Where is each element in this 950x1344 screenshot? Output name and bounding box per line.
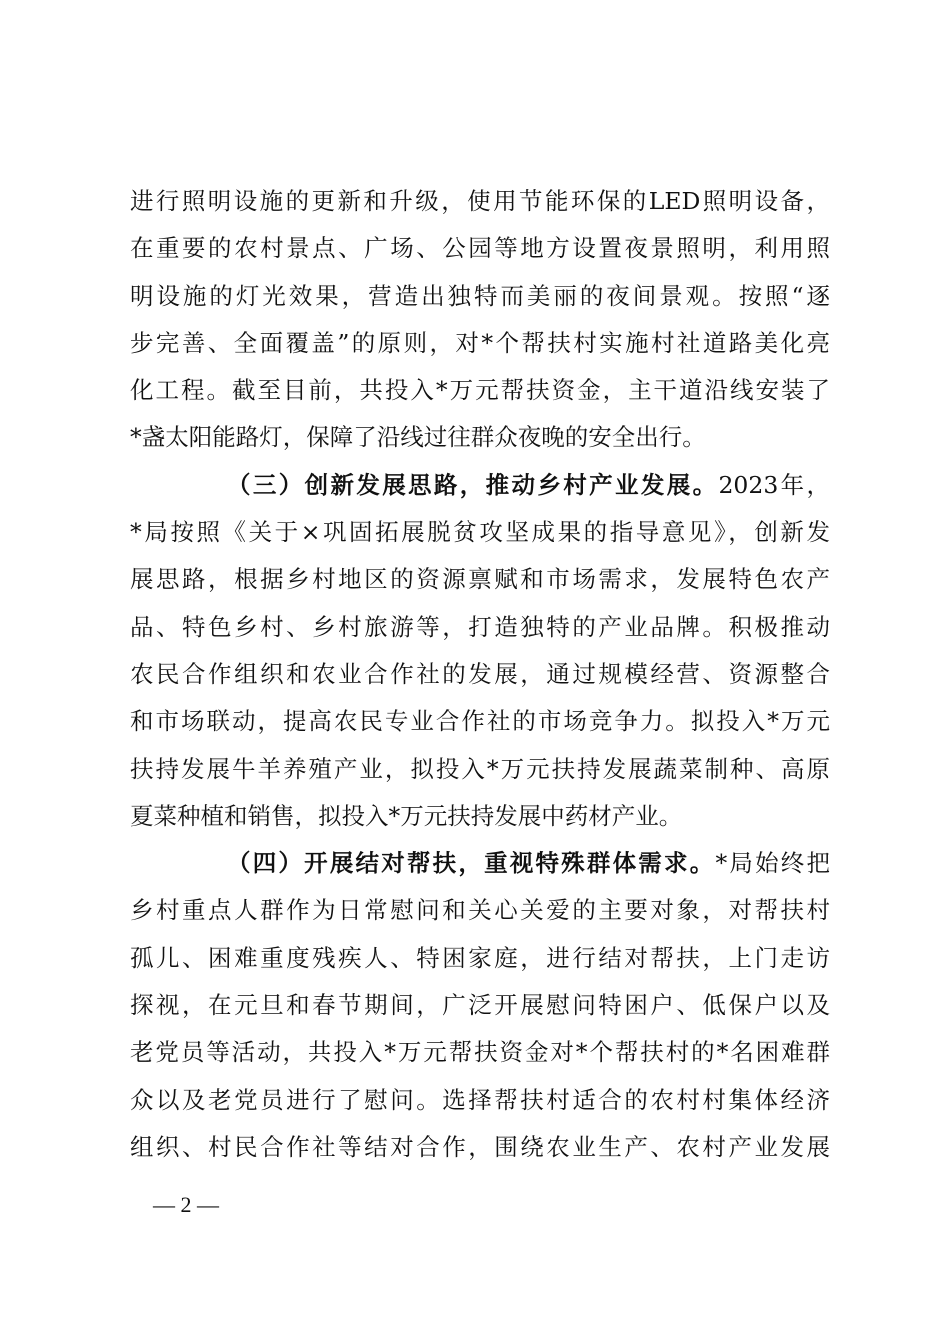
text-line: 品、特色乡村、乡村旅游等，打造独特的产业品牌。积极推动 bbox=[130, 612, 830, 641]
page-number: — 2 — bbox=[153, 1192, 219, 1217]
paragraph-first-line bbox=[130, 462, 830, 509]
text-line: *盏太阳能路灯，保障了沿线过往群众夜晚的安全出行。 bbox=[130, 423, 706, 452]
text-line: 进行照明设施的更新和升级，使用节能环保的LED照明设备， bbox=[130, 187, 830, 215]
document-body bbox=[130, 178, 830, 1171]
text-line: *局按照《关于×巩固拓展脱贫攻坚成果的指导意见》，创新发 bbox=[130, 518, 830, 547]
text-line: 组织、村民合作社等结对合作，围绕农业生产、农村产业发展 bbox=[130, 1132, 830, 1161]
text-run: *局始终把 bbox=[715, 849, 830, 878]
text-line: 在重要的农村景点、广场、公园等地方设置夜景照明，利用照 bbox=[130, 234, 830, 263]
text-line: 夏菜种植和销售，拟投入*万元扶持发展中药材产业。 bbox=[130, 801, 683, 830]
text-line: 众以及老党员进行了慰问。选择帮扶村适合的农村村集体经济 bbox=[130, 1085, 830, 1114]
text-line: 步完善、全面覆盖”的原则，对*个帮扶村实施村社道路美化亮 bbox=[130, 328, 830, 357]
text-line: 扶持发展牛羊养殖产业，拟投入*万元扶持发展蔬菜制种、高原 bbox=[130, 754, 830, 783]
text-line: 化工程。截至目前，共投入*万元帮扶资金，主干道沿线安装了 bbox=[130, 376, 830, 405]
text-line: 农民合作组织和农业合作社的发展，通过规模经营、资源整合 bbox=[130, 659, 830, 688]
section-heading-3: （三）创新发展思路，推动乡村产业发展。 bbox=[227, 470, 719, 499]
text-line: 乡村重点人群作为日常慰问和关心关爱的主要对象，对帮扶村 bbox=[130, 896, 830, 925]
text-run: 2023年， bbox=[718, 470, 830, 499]
text-line: 探视，在元旦和春节期间，广泛开展慰问特困户、低保户以及 bbox=[130, 991, 830, 1020]
text-line: 孤儿、困难重度残疾人、特困家庭，进行结对帮扶，上门走访 bbox=[130, 943, 830, 972]
text-line: 展思路，根据乡村地区的资源禀赋和市场需求，发展特色农产 bbox=[130, 565, 830, 594]
section-heading-4: （四）开展结对帮扶，重视特殊群体需求。 bbox=[227, 849, 716, 878]
text-line: 老党员等活动，共投入*万元帮扶资金对*个帮扶村的*名困难群 bbox=[130, 1038, 830, 1067]
paragraph-first-line bbox=[130, 840, 830, 887]
text-line: 明设施的灯光效果，营造出独特而美丽的夜间景观。按照“逐 bbox=[130, 281, 830, 310]
text-line: 和市场联动，提高农民专业合作社的市场竞争力。拟投入*万元 bbox=[130, 707, 830, 736]
